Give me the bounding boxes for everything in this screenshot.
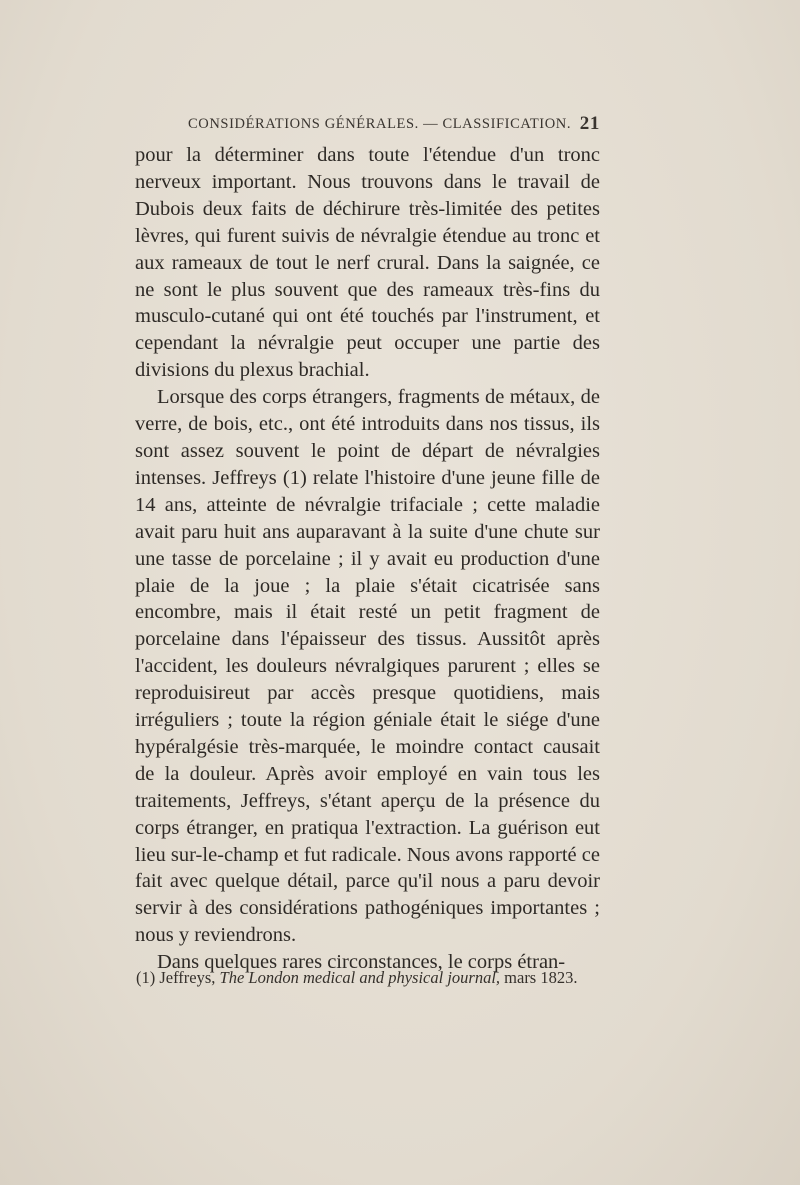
footnote-suffix: mars 1823. xyxy=(500,968,578,987)
body-text xyxy=(135,142,600,976)
footnote-prefix: (1) Jeffreys, xyxy=(136,968,220,987)
footnote xyxy=(136,968,600,988)
footnote-journal-title: The London medical and physical journal, xyxy=(219,968,501,987)
paragraph-2: Lorsque des corps étrangers, fragments de métaux, de verre, de bois, etc., ont été introduits dans nos tissus, ils sont assez souvent le point de départ de névralgies intenses. Jeffreys (1) relate l'histoire d'une jeune fille de 14 ans, atteinte de névralgie trifaciale ; cette maladie avait paru huit ans auparavant à la suite d'une chute sur une tasse de porcelaine ; il y avait eu production d'une plaie de la joue ; la plaie s'était cicatrisée sans encombre, mais il était resté un petit fragment de porcelaine dans l'épaisseur des tissus. Aussitôt après l'accident, les douleurs névralgiques parurent ; elles se reproduisireut par accès presque quotidiens, mais irréguliers ; toute la région géniale était le siége d'une hypéralgésie très-marquée, le moindre contact causait de la douleur. Après avoir employé en vain tous les traitements, Jeffreys, s'étant aperçu de la présence du corps étranger, en pratiqua l'extraction. La guérison eut lieu sur-le-champ et fut radicale. Nous avons rapporté ce fait avec quelque détail, parce qu'il nous a paru devoir servir à des considérations pathogéniques importantes ; nous y reviendrons. xyxy=(135,386,600,947)
paragraph-1: pour la déterminer dans toute l'étendue d'un tronc nerveux important. Nous trouvons dans le travail de Dubois deux faits de déchirure très-limitée des petites lèvres, qui furent suivis de névralgie étendue au tronc et aux rameaux de tout le nerf crural. Dans la saignée, ce ne sont le plus souvent que des rameaux très-fins du musculo-cutané qui ont été touchés par l'instrument, et cependant la névralgie peut occuper une partie des divisions du plexus brachial. xyxy=(135,144,600,382)
paragraph-3: Dans quelques rares circonstances, le corps étran- xyxy=(157,951,566,974)
running-title: CONSIDÉRATIONS GÉNÉRALES. — CLASSIFICATION. xyxy=(188,116,572,132)
footnote-separator xyxy=(140,944,600,945)
page-number: 21 xyxy=(579,113,600,134)
